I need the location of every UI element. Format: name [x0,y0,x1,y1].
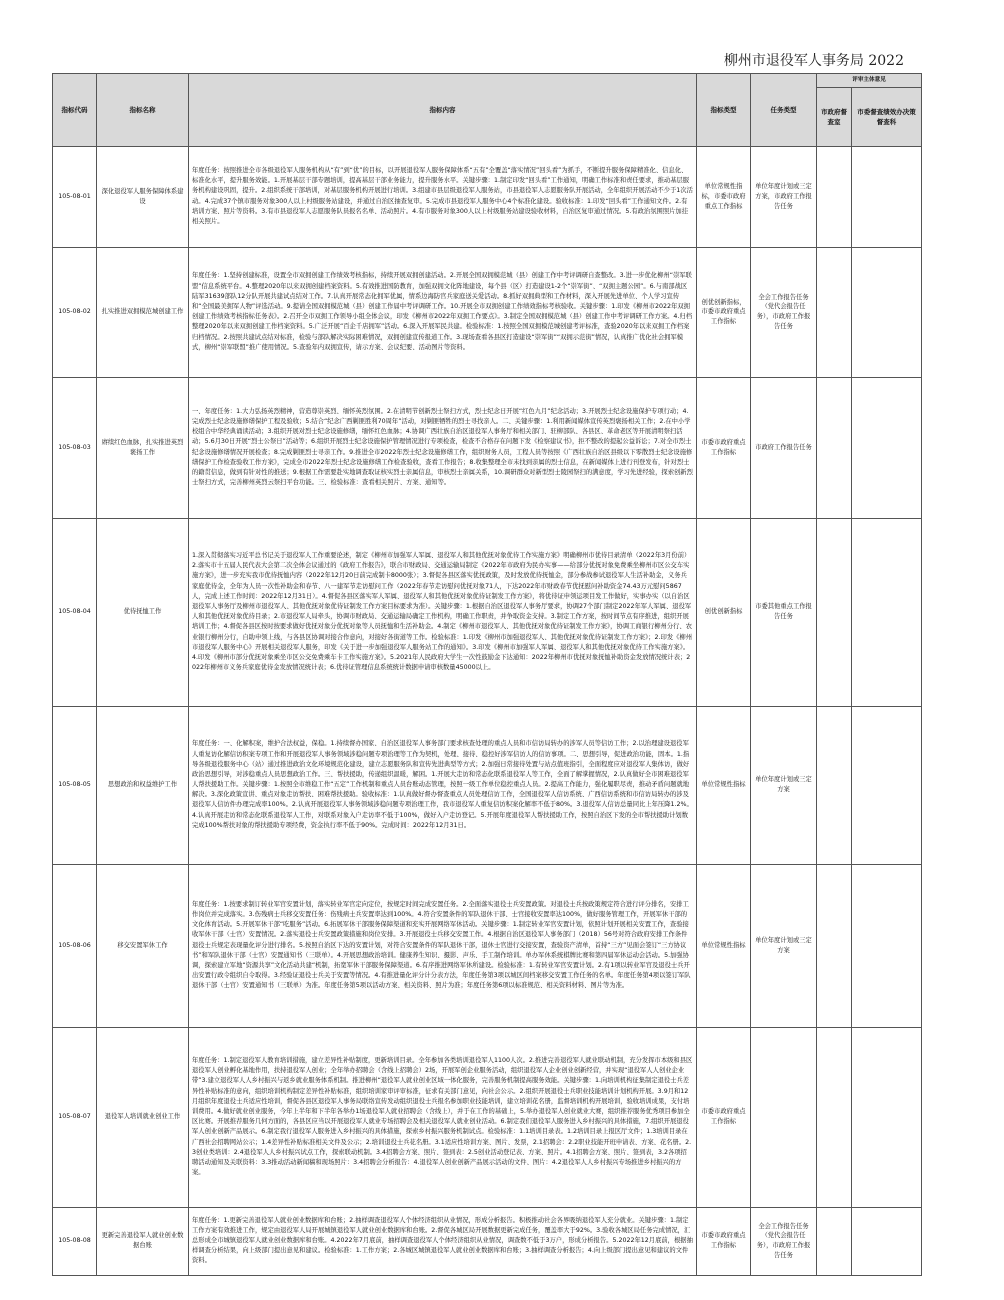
table-row [53,518,922,706]
row-task: 单位年度计划或三定方案 [751,864,817,1027]
row-type: 创优创新指标 [697,518,751,706]
row-type: 创优创新指标，市委市政府重点工作指标 [697,247,751,377]
row-type: 市委市政府重点工作指标 [697,1207,751,1275]
row-code: 105-08-03 [53,377,97,518]
row-content: 年度任务：1.制定退役军人教育培训措施，建立差异性补贴制度，更新培训目录。全年参加各类培训退役军人1100人次。2.推进完善退役军人就业联动机制，充分发挥市本级和县区退役军人创业孵化基地作用，扶持退役军人创业；全年举办招聘会（含线上招聘会）2场，开展军创企业服务活动，组织退役军人企业创业创新经营，并实现“退役军人人创业企业带”3.建立退役军人人乡村振兴与返乡就业服务体系机制。推进柳州“退役军人就业创业区域一体化服务，完善服务机制提高服务效能。关键步骤：1.向培训机构征集制定退役士兵差异性补贴标准的意向，组织培训机构制定差异性补贴标准，组织培训家审评审标准，征求有关部门意见，向社会公示。2.组织开展退役士兵职业技能培训计划机构开展。3.9月和12月组织年度退役士兵适应性培训，督促各县区退役军人事务局联络宣传发动组织退役士兵报名参加职业技能培训，建立培训花名册，监督培训机构开展培训，验收培训成果，支付培训费用。4.做好就业创业服务，今年上半年和下半年各举办1场退役军人就业招聘会（含线上），并于在工作的基础上，5.举办退役军人创业就业大赛，组织推荐服务优秀项目参加全区比赛。开展推荐服务几何方面的，各县区应当以开展退役军人就业专场招聘会及相关退役军人就业创业活动。6.制定我们退役军人服务进入乡村振兴的具体措施，7.组织开展退役军人创业创新产品展示。6.制定我行退役军人服务进入乡村振兴的具体措施，探索乡村振兴服务机制试点。检验标准：1.1培训目录表。1.2培训目录上报区厅文件；1.3培训目录在广西社会招聘网站公示；1.4差异性补贴标准相关文件及公示；2.培训退役士兵花名册。3.1适应性培训方案、图片、发票，2.1招聘会：2.2职业技能开班申请表、方案、花名册。2.3创业类培训：2.4退役军人人乡村振兴试点工作，探索联动机制。3.4招聘会方案、照片、签到表：2.5创业活动登记表、方案、照片。4.1招聘会方案、照片、签到表，3.2各项招聘活动通知及关联资料：3.3推动活动新闻稿和现场照片：3.4招聘会分析报告：4.退役军人创业创新产品展示活动的文件、图片：4.2退役军人人乡村振兴专场推进乡村振兴的方案。 [189,1027,697,1207]
row-type: 单位常规性指标 [697,706,751,864]
row-name: 思想政治和权益维护工作 [97,706,189,864]
header-review-group: 评审主体意见 [817,74,922,88]
row-task [751,1027,817,1207]
row-task: 单位年度计划或三定方案 [751,706,817,864]
row-code: 105-08-01 [53,146,97,247]
row-content: 1.深入贯彻落实习近平总书记关于退役军人工作重要论述，制定《柳州市加强军人军属、退役军人和其他优抚对象优待工作实施方案》明确柳州市优待目录清单（2022年3月份前）2.落实市十五届人民代表大会第二次全体会议通过的《政府工作报告》，联合市财政局、交通运输局制定《2022年市政府为民办实事——给部分优抚对象免费乘坐柳州市区公交车实施方案》，进一步充实我市优待抚恤内容（2022年12月20日前完成制卡8000张）；3.督促各县区落实优抚政策，及时发放优待抚恤金，部分参战参试退役军人生活补助金，义务兵家庭优待金，全年为人员一次性补助金和春节、八一建军节走访慰问工作（2022年春节走访慰问优抚对象71人，下达2022年市财政春节优抚慰问补助资金74.43万元慰问5867人，完成上述工作时间：2022年12月31日）。4.督促各县区落实军人军属、退役军人和其他优抚对象优待证制发工作方案》，将优待证申领运项目发工作做好，实事办实（以自治区退役军人事务厅及柳州市退役军人、其他优抚对象优待证制发工作方案目标要求为准）。关键步骤：1.根据自治区退役军人事务厅要求，协调27个部门制定2022年军人军属、退役军人和其他优抚对象优待目录；2.市退役军人局牵头，协调市财政局、交通运输局确定工作机构，明确工作职责，并争取资金支持。3.制定工作方案，按时间节点有序推进，组织开展培训工作；4.督促各县区按时按要求做好优抚对象分优抚对象等人员抚恤和生活补助金。4.制定《柳州市退役军人、其他优抚对象优待证制发工作方案》，协调工商银行柳州分行、农业银行柳州分行，自助申领上线，与各县区协调对接合作意向，对接好各街道等工作。检验标准：1.印发《柳州市加强退役军人、其他优抚对象优待证制发工作方案》；2.印发《柳州市退役军人服务中心》开展相关退役军人服务，印发《关于进一步加强退役军人服务站工作的通知》。3.印发《柳州市加强军人军属、退役军人和其他优抚对象优待工作实施方案》。4.印发《柳州市部分优抚对象乘坐市区公交免费乘车卡工作实施方案》。5.2021年人民政府大学生一次性鼓励金下达通知：2022年柳州市优抚对象抚恤补助资金发放情况统计表；2022年柳州市义务兵家庭优待金发放情况统计表；6.优待证管理信息系统统计数据申请审核数量45000以上。 [189,518,697,706]
row-content: 年度任务：1.按要求制订转业军官安置计划，落实转业军官定向定位，按规定时间完成安置任务。2.全面落实退役士兵安置政策。对退役士兵按政策规定符合进行评分排名，安排工作岗位并完成落实。3.伤残病士兵移交安置任务：伤残病士兵安置率达到100%。4.符合安置条件的军队退休干部、士官接收安置率达100%，做好服务管理工作，开展军休干部的文化体育活动。5.开展军休干部“吃服务”活动。6.拓展军休干部服务保障渠道和充实开展网络军休活动。关键步骤：1.制定转业军官安置计划，依照计划开展相关安置工作，查验接收军休干部（士官）安置情况。2.落实退役士兵安置政策措施和岗位安排。3.开展退役士兵移交安置工作。4.根据自治区退役军人事务部门（2018）56号对符合政府安排工作条件退役士兵规定表现量化评分进行排名。5.按照自治区下达的安置计划，对符合安置条件的军队退休干部，退休士官进行交接安置，查验资产清单，首持“三方”见面会签订“三方协议书”和军队退休干部（士官）安置通知书（三联单）。4.开展思想政治培训。健康养生知识、摄影、声乐、手工制作培训。单办军休系统棋牌比赛和第四届军休运动会活动。5.加强协调，探索建立军地“资源共享”文化活动共建“机制，拓宽军休干部服务保障渠道。6.有序推进网络军休所建设。检验标准：1.有转业军官安置计划。2.有1项以转业军官及退役士兵开出安置行政令组织自令取得。3.经验证退役士兵关于安置等情况。4.有推进量化评分计分表方法，年度任务第3项以城区间档案移交安置工作任务的名单。年度任务第4项以签订军队退休干部（士官）安置通知书（三联单）为准。年度任务第5项以活动方案、相关资料、照片为准；年度任务第6项以标准规范、相关资料材料、图片等为准。 [189,864,697,1027]
table-row [53,706,922,864]
row-content: 年度任务：1.更新完善退役军人就业创业数据库和台账；2.抽样调查退役军人个体经济组织从业情况，形成分析报告。积极推动社会各界吸纳退役军人充分就业。关键步骤：1.制定工作方案有效推进工作，规定由退役军人局开展城镇退役军人就业创业数据库和台账。2.督促各城区局开展数据更新完成任务，覆盖率大于92%。3.验收各城区局任务完成情况，汇总形成全市城镇退役军人就业创业数据库和台账。4.2022年7月底前，抽样调查退役军人个体经济组织从业情况，调查数不低于3万户，形成分析报告。5.2022年12月底前，根据抽样调查分析结果，向上级部门提出意见和建议。检验标准：1.工作方案；2.各城区城镇退役军人就业创业数据库和台账；3.抽样调查分析报告；4.向上级部门提出意见和建议的文件资料。 [189,1207,697,1275]
row-type: 单位常规性指标 [697,864,751,1027]
row-name: 退役军人培训就业创业工作 [97,1027,189,1207]
row-code: 105-08-05 [53,706,97,864]
header-name: 指标名称 [97,74,189,147]
row-task: 市政府工作报告任务 [751,377,817,518]
row-name: 优待抚恤工作 [97,518,189,706]
row-review-gov [817,146,852,247]
row-task: 市委其他重点工作报告任务 [751,518,817,706]
header-review-gov: 市政府督查室 [817,87,852,146]
row-review-party [852,864,922,1027]
row-review-gov [817,247,852,377]
row-review-party [852,146,922,247]
table-row [53,1027,922,1207]
row-type: 单位常规性指标，市委市政府重点工作指标 [697,146,751,247]
row-content: 年度任务：一、化解积案，维护合法权益，保稳。1.持续督办国家、自治区退役军人事务部门要求核查处理的重点人员和市信访局转办的涉军人员等信访工作；2.以治理建设退役军人重复访化解信访积案专项工作和开展退役军人事务领域涉稳问题专项治理等工作为契机，处理、接待、稳控好涉军信访人的信访事项。二、思想引导，促进政治功能，固本。1.指导各级退役服务中心（站）通过推进政治文化环境规范化建设，建立志愿服务队和宣传先进典型等方式；2.加强日常接待处置与站点值班指引，全面程度应对退役军人集体访，做好政治思想引导，对涉稳重点人员思想政治工作。三、帮扶援助，传递组织温暖，解困。1.开展大走访和常态化联系退役军人等工作，全面了解掌握情况，2.认真做好全市困难退役军人帮扶援助工作。关键步骤：1.按照全市维稳工作“五定”工作机制和重点人员台账动态管理，按照一级工作单位稳控重点人员。2.提高工作能力，强化履职尽责，推动矛盾问题就地解决。3.深化政策宣讲、重点对象走访帮扶、困难帮扶援助。验收标准：1.认真做好督办督查重点人员处理信访工作，全国退役军人信访系统、广西信访系统和市信访局转办的涉及退役军人信访件办理完成率100%。2.认真开展退役军人事务领域涉稳问题专项治理工作，我市退役军人重复信访积案化解率不低于80%。3.退役军人信访总量同比上年压降1.2%。4.认真开展走访和常态化联系退役军人工作，对联系对象入户走访率不低于100%，做好入户走访登记。5.开展年度退役军人帮扶援助工作，按照自治区下发的全市帮扶援助计划数完成100%帮扶对象的帮扶援助专项经费，资金执行率不低于90%。完成时间：2022年12月31日。 [189,706,697,864]
header-type: 指标类型 [697,74,751,147]
row-content: 年度任务：按照推进全市各级退役军人服务机构从“有”到“优”的目标，以开展退役军人服务保障体系“五有”全覆盖“落实情况”回头看”为抓手，不断提升服务保障精准化、信息化、标准化水平，提升服务效能。1.开展基层干部专题培训，提高基层干部业务能力，提升服务水平。关键步骤：1.制定印发“回头看”工作通知，明确工作标准和责任要求，推动基层服务机构建设巩固，提升。2.组织系统干部培训，对基层服务机构开展进行培训。3.组建市县层级退役军人服务站，市县退役军人志愿服务队开展活动，全年组织开展活动不少于1次活动。4.完成37个镇市服务对象300人以上村级服务站建设，并通过自治区抽查复审。5.完成市县退役军人服务中心4个标准化建设。验收标准：1.印发“回头看”工作通知文件。2.有培训方案、照片等资料。3.有市县退役军人志愿服务队员报名名单、活动照片。4.有市服务对象300人以上村级服务站建设验收材料，自治区复审通过情况。5.有政治氛围照片加挂相关照片。 [189,146,697,247]
header-task: 任务类型 [751,74,817,147]
header-content: 指标内容 [189,74,697,147]
row-task: 全会工作报告任务（党代会报告任务），市政府工作报告任务 [751,247,817,377]
row-name: 移交安置军休工作 [97,864,189,1027]
row-review-gov [817,1027,852,1207]
row-review-gov [817,706,852,864]
table-row [53,377,922,518]
row-review-gov [817,377,852,518]
page-title: 柳州市退役军人事务局 2022 [723,53,904,69]
row-review-party [852,247,922,377]
row-type: 市委市政府重点工作指标 [697,377,751,518]
row-review-party [852,377,922,518]
row-content: 年度任务：1.坚持创建标准，设置全市双拥创建工作绩效考核指标，持续开展双拥创建活动。2.开展全国双拥模范城（县）创建工作中考评调研自查整改。3.进一步优化柳州“崇军联盟”信息系统平台。4.整理2020年以来双拥创建档案资料。5.有效推进国防教育，加强双拥文化阵地建设，每个县（区）打造建设1-2个“崇军街”、“双拥主题公园”。6.与南部战区陆军31639部队12分队开展共建试点结对工作。7.认真开展常态化拥军优属，情系边海防官兵家庭送关爱活动。8.抓好双拥典型和工作材料，深入开展先进单位、个人学习宣传和“全国最美拥军人物”评选活动。9.提请全国双拥模范城（县）创建工作届中考评调研工作。10.开展全市双拥创建工作绩效指标考核验收。关键步骤：1.印发《柳州市2022年双拥创建工作绩效考核指标任务表》。2.召开全市双拥工作领导小组全体会议，印发《柳州市2022年双拥工作要点》。3.制定全国双拥模范城（县）创建工作中考评调研工作方案。4.归档整理2020年以来双拥创建工作档案资料。5.广泛开展“百企千店拥军”活动。6.深入开展军民共建。检验标准：1.按照全国双拥模范城创建考评标准，查验2020年以来双拥工作档案归档情况。2.按照共建试点结对标准，检验与部队解决实际困难情况，双拥创建宣传报道工作。3.现场查看各县区打造建设“崇军街”“双拥示范街”情况，认真推广优化社会拥军模式，柳州“崇军联盟”推广使用情况。5.查验年内双拥宣传，请示方案、会议纪要、活动图片等资料。 [189,247,697,377]
row-type: 市委市政府重点工作指标 [697,1027,751,1207]
row-code: 105-08-07 [53,1027,97,1207]
row-code: 105-08-04 [53,518,97,706]
row-name: 更新完善退役军人就业创业数据台账 [97,1207,189,1275]
row-name: 赓续红色血脉，扎实推进英烈褒扬工作 [97,377,189,518]
row-review-party [852,1207,922,1275]
row-code: 105-08-08 [53,1207,97,1275]
header-code: 指标代码 [53,74,97,147]
row-review-gov [817,864,852,1027]
row-code: 105-08-06 [53,864,97,1027]
header-review-party: 市委督查绩效办决策督查科 [852,87,922,146]
table-row [53,247,922,377]
row-task: 全会工作报告任务（党代会报告任务），市政府工作报告任务 [751,1207,817,1275]
row-review-gov [817,518,852,706]
row-name: 深化退役军人服务保障体系建设 [97,146,189,247]
row-code: 105-08-02 [53,247,97,377]
row-review-party [852,518,922,706]
row-review-gov [817,1207,852,1275]
row-review-party [852,706,922,864]
row-task: 单位年度计划或三定方案，市政府工作报告任务 [751,146,817,247]
row-name: 扎实推进双拥模范城创建工作 [97,247,189,377]
table-row [53,146,922,247]
row-content: 一、年度任务：1.大力弘扬英烈精神，营造尊崇英烈、缅怀英烈氛围。2.在清明节创新烈士祭扫方式，烈士纪念日开展“红色九月”纪念活动；3.开展烈士纪念设施保护专项行动；4.完成烈士纪念设施修缮保护工程及验收；5.结合“纪念广西剿匪胜利70周年”活动，对剿匪牺牲的烈士寻找亲人。二、关键步骤：1.利用新闻媒体宣传英烈褒扬相关工作；2.在中小学校组合中华经典诵读活动；3.组织开展对烈士纪念设施修缮，缅怀红色血脉；4.协调广西壮族自治区退役军人事务厅和相关部门、驻柳部队、各县区、革命老区等开展清明祭扫活动；5.6月30日开展“烈士公祭日”活动等；6.组织开展烈士纪念设施保护管理情况进行专项检查，检查不合格存在问题下发《检察建议书》，拒不整改的提起公益诉讼；7.对全市烈士纪念设施修缮情况开展检查；8.完成剿匪烈士寻亲工作。9.推进全市2022年烈士纪念设施修缮工作，组织财务人员，工程人员等按照《广西壮族自治区县级以下零散烈士纪念设施修缮保护工作检查验收工作方案》，完成全市2022年烈士纪念设施修缮工作检查验收，查看工作报告；8.收集整理全市未找到亲属的烈士信息，在新闻媒体上进行刊登发布，针对烈士的籍贯信息，做到有针对性的推送；9.根据工作需要赴实地调查取证核实烈士亲属信息，审核烈士亲属关系，10.调研群众对新型烈士陵园祭扫的满意度，学习先进经验，探索创新烈士祭扫方式，完善柳州英烈云祭扫平台功能。三、检验标准：查看相关照片、方案、通知等。 [189,377,697,518]
row-review-party [852,1027,922,1207]
table-row [53,864,922,1027]
indicator-table [52,73,922,1276]
table-row [53,1207,922,1275]
